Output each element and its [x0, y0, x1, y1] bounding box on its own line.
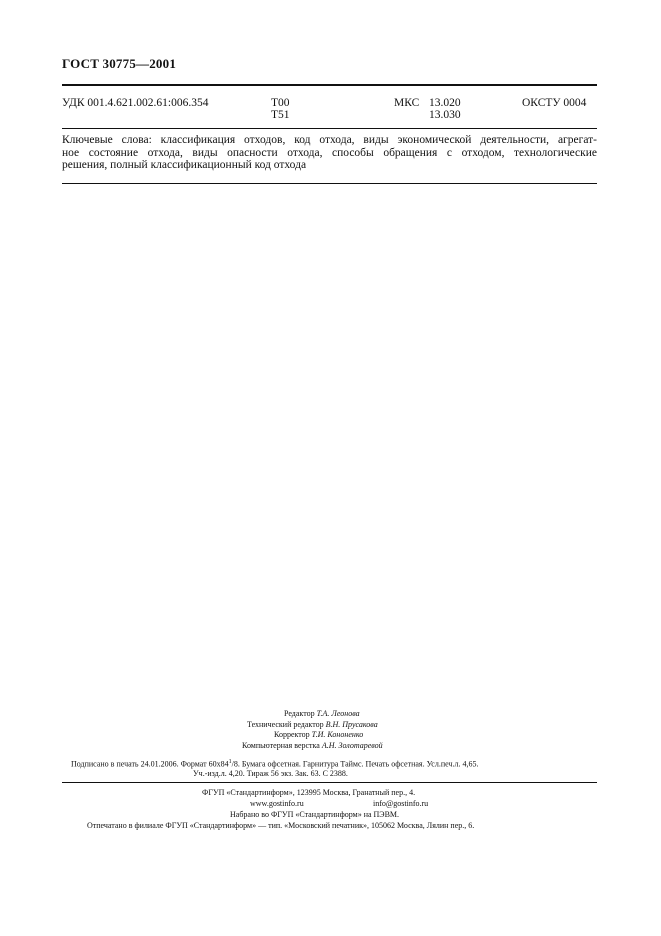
credit-editor-name: Т.А. Леонова: [316, 709, 360, 718]
keywords-line-3: решения, полный классификационный код отхода: [62, 159, 307, 171]
top-rule: [62, 84, 597, 86]
print-info-main: Подписано в печать 24.01.2006. Формат 60x84: [71, 759, 229, 769]
print-info-rule: [62, 782, 597, 783]
credit-layout-name: А.Н. Золотаревой: [321, 740, 383, 750]
publisher-printed-note: Отпечатано в филиале ФГУП «Стандартинформ» — тип. «Московский печатник», 105062 Москва, Лялин пер., 6.: [87, 821, 475, 830]
publisher-site-link[interactable]: www.gostinfo.ru: [250, 799, 304, 808]
keywords-line-2: ное состояние отхода, виды опасности отхода, способы обращения с отходом, технологические: [62, 146, 597, 159]
group-code-2: Т51: [271, 109, 290, 121]
standard-title: ГОСТ 30775—2001: [62, 56, 177, 71]
credit-corrector-name: Т.И. Кононенко: [311, 730, 364, 739]
credit-editor: [284, 709, 360, 720]
print-info-line-2: Уч.-изд.л. 4,20. Тираж 56 экз. Зак. 63. С 2388.: [193, 769, 348, 778]
group-code-1: Т00: [271, 97, 290, 109]
classification-rule: [62, 128, 597, 129]
classification-block: [62, 97, 597, 125]
credit-tech-editor: [247, 720, 378, 731]
credit-corrector: [274, 730, 363, 741]
print-info-tail: /8. Бумага офсетная. Гарнитура Таймс. Печать офсетная. Усл.печ.л. 4,65.: [231, 759, 479, 769]
credit-corrector-role: Корректор: [274, 730, 310, 739]
format-superscript: 1: [228, 759, 232, 765]
credit-editor-role: Редактор: [284, 709, 315, 718]
credit-tech-editor-role: Технический редактор: [247, 719, 324, 729]
publisher-typeset-note: Набрано во ФГУП «Стандартинформ» на ПЭВМ.: [230, 810, 400, 819]
publisher-email-link[interactable]: info@gostinfo.ru: [373, 799, 429, 808]
keywords-line-1: Ключевые слова: классификация отходов, код отхода, виды экономической деятельности, агрегат-: [62, 134, 597, 146]
mks-code-2: 13.030: [429, 109, 461, 121]
okstu-code: ОКСТУ 0004: [522, 97, 587, 109]
credit-layout: [242, 741, 383, 752]
publisher-address: ФГУП «Стандартинформ», 123995 Москва, Гранатный пер., 4.: [202, 788, 416, 797]
udk-code: УДК 001.4.621.002.61:006.354: [62, 97, 209, 109]
credit-layout-role: Компьютерная верстка: [242, 740, 320, 750]
keywords-block: [62, 134, 597, 172]
mks-code-1: 13.020: [429, 97, 461, 109]
mks-label: МКС: [394, 97, 420, 109]
credit-tech-editor-name: В.Н. Прусакова: [325, 719, 378, 729]
keywords-rule: [62, 183, 597, 184]
